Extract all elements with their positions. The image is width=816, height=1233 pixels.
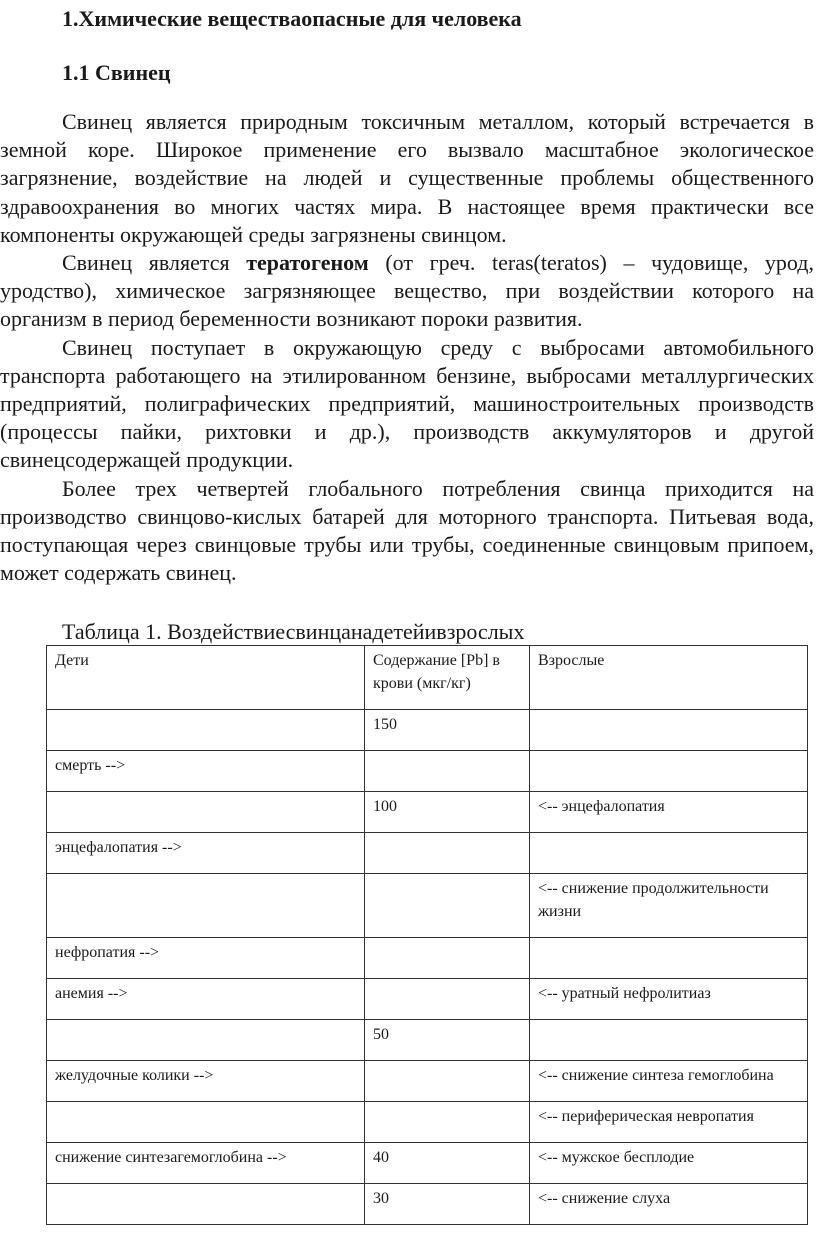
- cell-adults: <-- уратный нефролитиаз: [530, 979, 808, 1020]
- cell-adults: <-- энцефалопатия: [530, 792, 808, 833]
- table-row: [47, 938, 808, 979]
- header-content: Содержание [Pb] в крови (мкг/кг): [365, 646, 530, 710]
- section-heading: 1.Химические веществаопасные для человека: [62, 6, 522, 31]
- table-row: [47, 1143, 808, 1184]
- cell-adults: <-- снижение продолжительности жизни: [530, 874, 808, 938]
- paragraph-2: [0, 249, 814, 334]
- cell-content: [365, 833, 530, 874]
- cell-content: [365, 874, 530, 938]
- cell-adults: [530, 751, 808, 792]
- paragraph-4: Более трех четвертей глобального потребления свинца приходится на производство свинцово-кислых батарей для моторного транспорта. Питьевая вода, поступающая через свинцовые трубы или трубы, соединенные свинцовым припоем, может содержать свинец.: [0, 475, 814, 586]
- cell-content: [365, 1061, 530, 1102]
- table-row: [47, 751, 808, 792]
- cell-content: [365, 751, 530, 792]
- cell-adults: [530, 1020, 808, 1061]
- cell-content: 40: [365, 1143, 530, 1184]
- table-row: [47, 1102, 808, 1143]
- subsection-heading: 1.1 Свинец: [62, 60, 171, 85]
- cell-children: смерть -->: [47, 751, 365, 792]
- cell-children: [47, 1184, 365, 1225]
- table-row: [47, 1020, 808, 1061]
- term-teratogen: тератогеном: [246, 250, 369, 276]
- cell-children: нефропатия -->: [47, 938, 365, 979]
- cell-children: [47, 874, 365, 938]
- paragraph-2-start: Свинец является: [62, 250, 247, 276]
- cell-content: [365, 1102, 530, 1143]
- cell-children: [47, 1020, 365, 1061]
- cell-children: [47, 1102, 365, 1143]
- paragraph-1: Свинец является природным токсичным металлом, который встречается в земной коре. Широкое применение его вызвало масштабное экологическое загрязнение, воздействие на людей и существенные проблемы общественного здравоохранения во многих частях мира. В настоящее время практически все компоненты окружающей среды загрязнены свинцом.: [0, 109, 814, 247]
- cell-children: энцефалопатия -->: [47, 833, 365, 874]
- cell-adults: [530, 710, 808, 751]
- table-row: [47, 833, 808, 874]
- table-row: [47, 979, 808, 1020]
- table-caption: Таблица 1. Воздействиесвинцанадетейивзрослых: [62, 619, 525, 644]
- body-text: [0, 108, 814, 587]
- cell-content: 150: [365, 710, 530, 751]
- cell-content: 30: [365, 1184, 530, 1225]
- cell-adults: [530, 938, 808, 979]
- lead-effects-table: [46, 645, 808, 1225]
- cell-content: 100: [365, 792, 530, 833]
- cell-children: анемия -->: [47, 979, 365, 1020]
- cell-adults: <-- мужское бесплодие: [530, 1143, 808, 1184]
- cell-children: [47, 710, 365, 751]
- table-row: [47, 1184, 808, 1225]
- cell-content: [365, 938, 530, 979]
- paragraph-2-rest: (от греч. teras(teratos) – чудовище, урод, уродство), химическое загрязняющее вещество, при воздействии которого на организм в период беременности возникают пороки развития.: [0, 250, 814, 332]
- table-row: [47, 874, 808, 938]
- cell-adults: <-- периферическая невропатия: [530, 1102, 808, 1143]
- table-row: [47, 710, 808, 751]
- cell-children: [47, 792, 365, 833]
- cell-content: 50: [365, 1020, 530, 1061]
- paragraph-3: Свинец поступает в окружающую среду с выбросами автомобильного транспорта работающего на этилированном бензине, выбросами металлургических предприятий, полиграфических предприятий, машиностроительных производств (процессы пайки, рихтовки и др.), производств аккумуляторов и другой свинецсодержащей продукции.: [0, 334, 814, 473]
- table-header-row: [47, 646, 808, 710]
- cell-children: снижение синтезагемоглобина -->: [47, 1143, 365, 1184]
- table-row: [47, 792, 808, 833]
- cell-children: желудочные колики -->: [47, 1061, 365, 1102]
- cell-adults: <-- снижение слуха: [530, 1184, 808, 1225]
- cell-content: [365, 979, 530, 1020]
- table-row: [47, 1061, 808, 1102]
- cell-adults: [530, 833, 808, 874]
- header-children: Дети: [47, 646, 365, 710]
- header-adults: Взрослые: [530, 646, 808, 710]
- cell-adults: <-- снижение синтеза гемоглобина: [530, 1061, 808, 1102]
